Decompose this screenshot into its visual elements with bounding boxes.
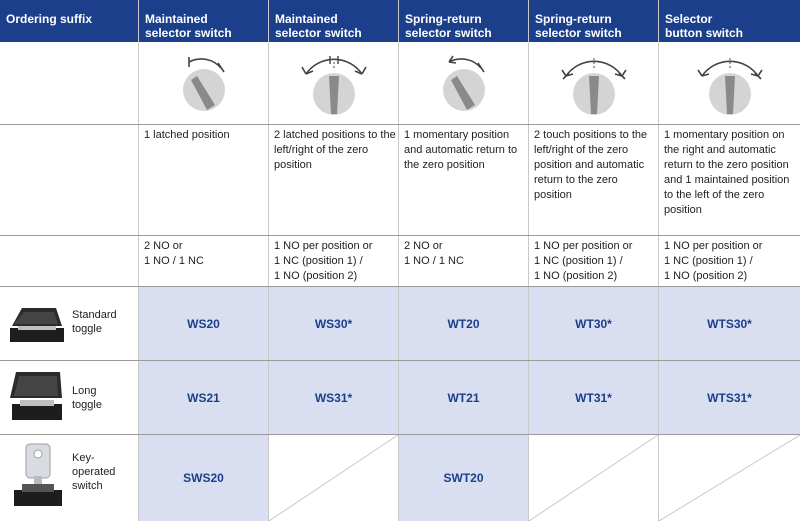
empty-cell [529, 435, 658, 521]
contacts-line: 1 NC (position 1) / [534, 255, 623, 267]
header-spring-return-2 [529, 0, 658, 42]
schematic-cell [399, 43, 528, 124]
header-line2: selector switch [405, 26, 492, 40]
header-line1: Selector [665, 12, 713, 26]
row-divider [0, 124, 800, 125]
row-label-line: operated [72, 466, 116, 478]
contacts-line: 1 NC (position 1) / [274, 255, 363, 267]
header-line2: selector switch [145, 26, 232, 40]
contacts-line: 2 NO or [144, 240, 183, 252]
contacts-cell [399, 237, 528, 286]
key-operated-switch-icon [10, 440, 66, 510]
row-label-standard-toggle [72, 308, 117, 336]
header-ordering-suffix [0, 0, 138, 42]
maintained-2pos-schematic-icon [294, 48, 374, 120]
empty-cell [659, 435, 800, 521]
contacts-line: 1 NO (position 2) [534, 270, 618, 282]
code-cell: WT20 [399, 287, 528, 360]
contacts-line: 2 NO or [404, 240, 443, 252]
standard-toggle-icon [8, 300, 66, 346]
header-maintained-selector-2 [269, 0, 398, 42]
header-line1: Spring-return [535, 12, 612, 26]
header-line1: Maintained [275, 12, 338, 26]
code-cell: SWT20 [399, 435, 528, 521]
contacts-cell [529, 237, 658, 286]
row-label-line: Long [72, 385, 97, 397]
spring-return-2pos-schematic-icon [554, 48, 634, 120]
contacts-line: 1 NO (position 2) [274, 270, 358, 282]
schematic-cell [659, 43, 800, 124]
code-cell: WTS30* [659, 287, 800, 360]
header-spring-return-1 [399, 0, 528, 42]
contacts-line: 1 NO / 1 NC [144, 255, 204, 267]
code-cell: SWS20 [139, 435, 268, 521]
contacts-cell [269, 237, 398, 286]
code-cell: WTS31* [659, 361, 800, 434]
function-text: 2 touch positions to the left/right of the zero position and automatic return to the zero position [534, 129, 648, 201]
code-cell: WS21 [139, 361, 268, 434]
row-label-line: toggle [72, 399, 102, 411]
header-line1: Spring-return [405, 12, 482, 26]
schematic-cell [529, 43, 658, 124]
row-label-line: Standard [72, 309, 117, 321]
schematic-cell [139, 43, 268, 124]
schematic-cell [269, 43, 398, 124]
contacts-line: 1 NC (position 1) / [664, 255, 753, 267]
row-divider [0, 235, 800, 236]
contacts-line: 1 NO per position or [274, 240, 373, 252]
function-text: 2 latched positions to the left/right of the zero position [274, 129, 396, 171]
row-label-line: Key- [72, 452, 95, 464]
contacts-line: 1 NO (position 2) [664, 270, 748, 282]
contacts-line: 1 NO per position or [664, 240, 763, 252]
code-cell: WS30* [269, 287, 398, 360]
code-cell: WT21 [399, 361, 528, 434]
header-line2: selector switch [275, 26, 362, 40]
code-cell: WT31* [529, 361, 658, 434]
function-text: 1 momentary position and automatic return to the zero position [404, 129, 518, 171]
contacts-cell [659, 237, 800, 286]
row-label-long-toggle [72, 384, 102, 412]
row-label-line: toggle [72, 323, 102, 335]
maintained-1pos-schematic-icon [169, 48, 239, 120]
code-cell: WT30* [529, 287, 658, 360]
header-line2: button switch [665, 26, 743, 40]
contacts-line: 1 NO / 1 NC [404, 255, 464, 267]
empty-cell [269, 435, 398, 521]
long-toggle-icon [8, 368, 66, 424]
header-line2: selector switch [535, 26, 622, 40]
header-label: Ordering suffix [6, 12, 93, 26]
header-line1: Maintained [145, 12, 208, 26]
code-cell: WS31* [269, 361, 398, 434]
header-selector-button [659, 0, 800, 42]
row-label-key-operated [72, 451, 115, 493]
header-maintained-selector-1 [139, 0, 268, 42]
spring-return-1pos-schematic-icon [429, 48, 499, 120]
selector-button-schematic-icon [690, 48, 770, 120]
function-text: 1 momentary position on the right and automatic return to the zero position and 1 maintained position to the left of the zero position [664, 129, 790, 216]
contacts-cell [139, 237, 268, 286]
contacts-line: 1 NO per position or [534, 240, 633, 252]
row-label-line: switch [72, 480, 103, 492]
function-text: 1 latched position [144, 129, 230, 141]
code-cell: WS20 [139, 287, 268, 360]
